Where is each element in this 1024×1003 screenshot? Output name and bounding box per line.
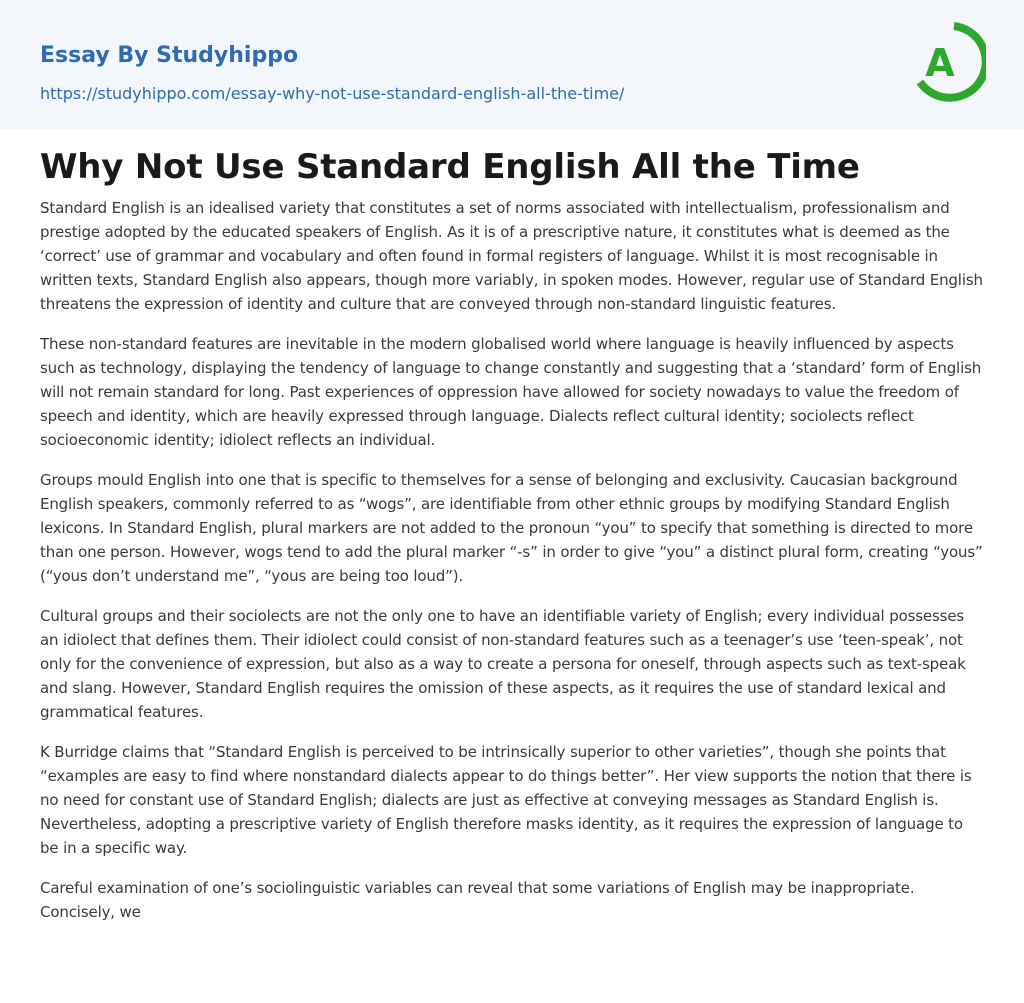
studyhippo-logo-icon xyxy=(912,20,986,104)
article-title: Why Not Use Standard English All the Time xyxy=(40,147,860,187)
article-paragraph: These non-standard features are inevitable in the modern globalised world where language is heavily influenced by aspects such as technology, displaying the tendency of language to change constantly and suggesting that a ‘standard’ form of English will not remain standard for long. Past experiences of oppression have allowed for society nowadays to value the freedom of speech and identity, which are heavily expressed through language. Dialects reflect cultural identity; sociolects reflect socioeconomic identity; idiolect reflects an individual. xyxy=(40,335,982,449)
logo-letter: A xyxy=(925,41,955,85)
article-paragraph: Cultural groups and their sociolects are not the only one to have an identifiable variety of English; every individual possesses an idiolect that defines them. Their idiolect could consist of non-standard features such as a teenager’s use ‘teen-speak’, not only for the convenience of expression, but also as a way to create a persona for oneself, through aspects such as text-speak and slang. However, Standard English requires the omission of these aspects, as it requires the use of standard lexical and grammatical features. xyxy=(40,607,966,721)
article-paragraph: Groups mould English into one that is specific to themselves for a sense of belonging and exclusivity. Caucasian background English speakers, commonly referred to as “wogs”, are identifiable from other ethnic groups by modifying Standard English lexicons. In Standard English, plural markers are not added to the pronoun “you” to specify that something is directed to more than one person. However, wogs tend to add the plural marker “-s” in order to give “you” a distinct plural form, creating “yous” (“yous don’t understand me”, “yous are being too loud”). xyxy=(40,471,983,585)
article xyxy=(40,142,984,940)
source-url-link[interactable]: https://studyhippo.com/essay-why-not-use-standard-english-all-the-time/ xyxy=(40,84,625,103)
site-brand: Essay By Studyhippo xyxy=(40,43,299,68)
article-paragraph: Careful examination of one’s sociolinguistic variables can reveal that some variations of English may be inappropriate. Concisely, we xyxy=(40,879,915,921)
page-header xyxy=(0,0,1024,129)
article-paragraph: Standard English is an idealised variety that constitutes a set of norms associated with intellectualism, professionalism and prestige adopted by the educated speakers of English. As it is of a prescriptive nature, it constitutes what is deemed as the ‘correct’ use of grammar and vocabulary and often found in formal registers of language. Whilst it is most recognisable in written texts, Standard English also appears, though more variably, in spoken modes. However, regular use of Standard English threatens the expression of identity and culture that are conveyed through non-standard linguistic features. xyxy=(40,199,983,313)
article-paragraph: K Burridge claims that “Standard English is perceived to be intrinsically superior to other varieties”, though she points that “examples are easy to find where nonstandard dialects appear to do things better”. Her view supports the notion that there is no need for constant use of Standard English; dialects are just as effective at conveying messages as Standard English is. Nevertheless, adopting a prescriptive variety of English therefore masks identity, as it requires the expression of language to be in a specific way. xyxy=(40,743,972,857)
